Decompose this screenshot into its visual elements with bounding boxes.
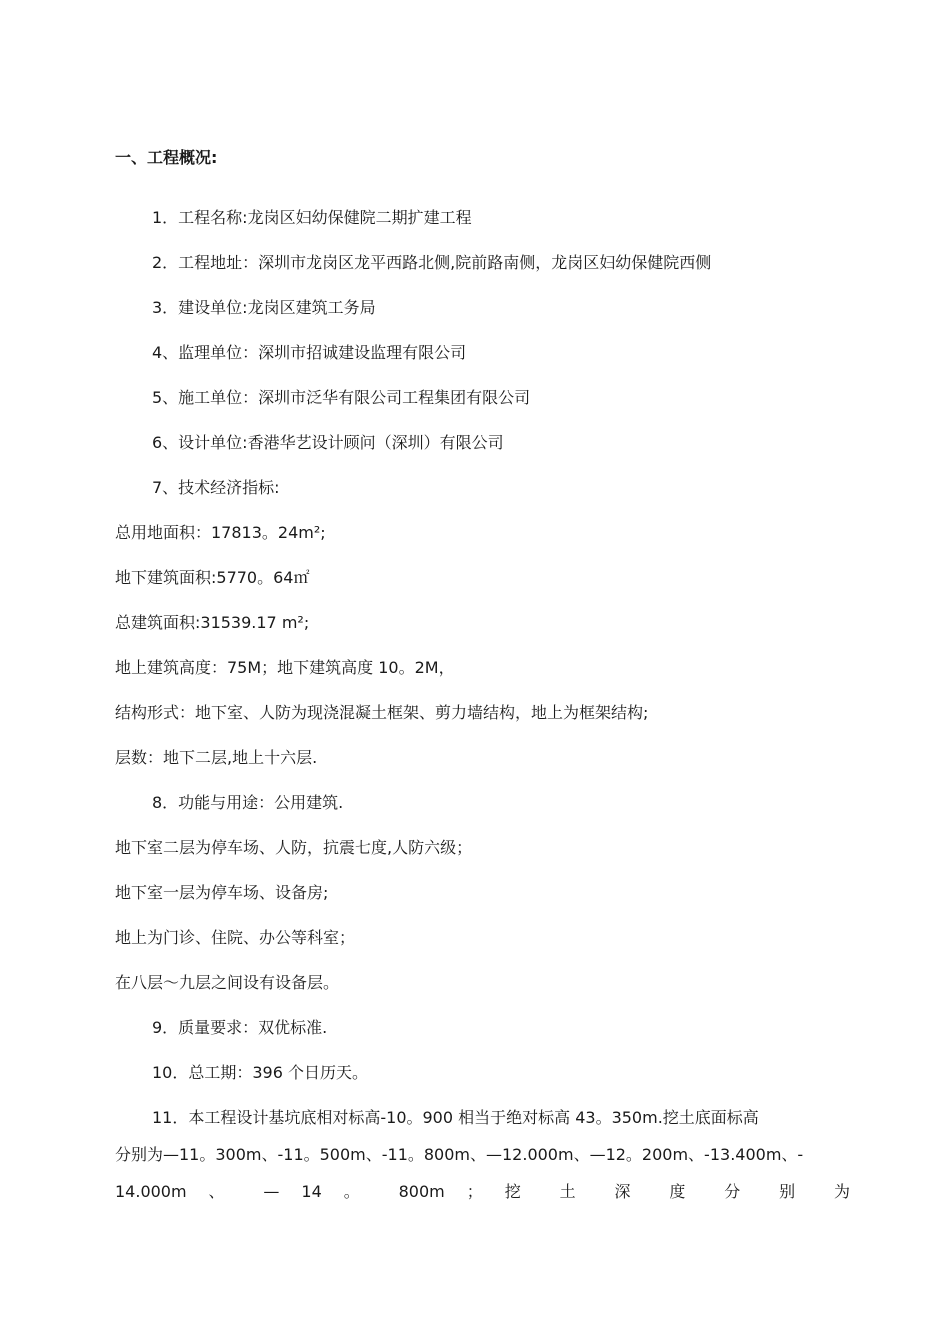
floor-count: 层数：地下二层,地上十六层. — [115, 748, 318, 767]
excavation-line-2: 分别为—11。300m、-11。500m、-11。800m、—12.000m、—12。200m、-13.400m、- — [115, 1145, 804, 1164]
function-usage-item: 8．功能与用途：公用建筑. — [152, 793, 344, 812]
document-body — [115, 143, 850, 1222]
equipment-floor: 在八层～九层之间设有设备层。 — [115, 973, 340, 992]
excavation-line-3: 14.000m 、 — 14 。 800m ； 挖 土 深 度 分 别 为 — [115, 1182, 850, 1201]
underground-building-area: 地下建筑面积:5770。64㎡ — [115, 568, 310, 587]
supervision-unit-item: 4、监理单位：深圳市招诚建设监理有限公司 — [152, 343, 467, 362]
project-address-item: 2．工程地址：深圳市龙岗区龙平西路北侧,院前路南侧，龙岗区妇幼保健院西侧 — [152, 253, 712, 272]
structure-form: 结构形式：地下室、人防为现浇混凝土框架、剪力墙结构，地上为框架结构; — [115, 703, 649, 722]
above-ground-use: 地上为门诊、住院、办公等科室； — [115, 928, 356, 947]
construction-unit-item: 3．建设单位:龙岗区建筑工务局 — [152, 298, 376, 317]
section-heading: 一、工程概况: — [115, 148, 218, 167]
basement-level-1: 地下室一层为停车场、设备房; — [115, 883, 329, 902]
total-duration-item: 10．总工期：396 个日历天。 — [152, 1063, 368, 1082]
building-height: 地上建筑高度：75M；地下建筑高度 10。2M， — [115, 658, 455, 677]
quality-requirement-item: 9．质量要求：双优标准. — [152, 1018, 328, 1037]
total-land-area: 总用地面积：17813。24m²; — [115, 523, 326, 542]
contractor-unit-item: 5、施工单位：深圳市泛华有限公司工程集团有限公司 — [152, 388, 531, 407]
project-name-item: 1．工程名称:龙岗区妇幼保健院二期扩建工程 — [152, 208, 472, 227]
excavation-line-1: 11．本工程设计基坑底相对标高-10。900 相当于绝对标高 43。350m.挖土底面标高 — [152, 1108, 759, 1127]
basement-level-2: 地下室二层为停车场、人防，抗震七度,人防六级； — [115, 838, 473, 857]
tech-indicators-item: 7、技术经济指标: — [152, 478, 280, 497]
excavation-paragraph — [115, 1103, 850, 1207]
design-unit-item: 6、设计单位:香港华艺设计顾问（深圳）有限公司 — [152, 433, 504, 452]
total-building-area: 总建筑面积:31539.17 m²; — [115, 613, 310, 632]
